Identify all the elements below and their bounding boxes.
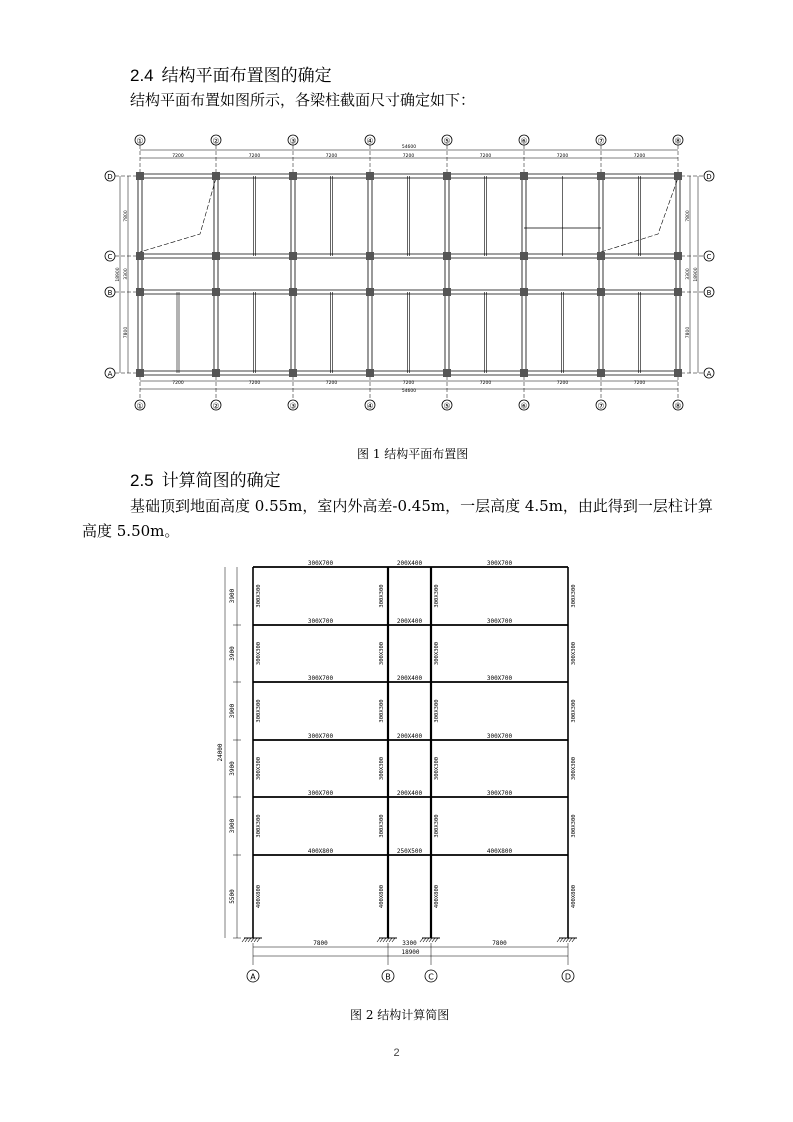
- column-section: [520, 252, 528, 260]
- support-hatch: [242, 938, 245, 942]
- row-label-left: A: [107, 370, 113, 378]
- support-hatch: [392, 938, 395, 942]
- column-section: [212, 252, 220, 260]
- column-size-label: 300X300: [434, 699, 440, 723]
- dimension-total-top: 54600: [401, 145, 417, 150]
- dimension-right: 7800: [686, 210, 691, 222]
- support-hatch: [257, 938, 260, 942]
- column-section: [289, 369, 297, 377]
- dimension-bay-top: 7200: [402, 154, 415, 159]
- column-section: [443, 288, 451, 296]
- column-size-label: 300X300: [434, 814, 440, 838]
- support-hatch: [429, 938, 432, 942]
- axis-label-bottom: ⑧: [674, 401, 682, 411]
- column-section: [366, 172, 374, 180]
- frame-axis-label: A: [250, 972, 256, 982]
- total-height-label: 24000: [217, 743, 224, 762]
- dimension-left: 7800: [124, 326, 129, 339]
- column-section: [212, 288, 220, 296]
- column-section: [212, 172, 220, 180]
- column-size-label: 300X300: [434, 584, 440, 608]
- support-hatch: [566, 938, 569, 942]
- support-hatch: [251, 938, 254, 942]
- caption-text: 结构平面布置图: [384, 447, 469, 461]
- column-size-label: 300X300: [379, 814, 385, 838]
- axis-label-top: ②: [212, 136, 220, 146]
- column-size-label: 300X300: [256, 641, 262, 666]
- stair-line-right: [601, 178, 678, 252]
- dimension-bay-bottom: 7200: [402, 381, 415, 386]
- support-hatch: [557, 938, 560, 942]
- axis-label-top: ④: [366, 136, 374, 146]
- dimension-right-total: 18900: [694, 267, 699, 282]
- support-hatch: [420, 938, 423, 942]
- column-section: [366, 252, 374, 260]
- column-section: [366, 288, 374, 296]
- column-size-label: 300X300: [571, 641, 577, 666]
- dimension-bay-bottom: 7200: [325, 381, 338, 386]
- support-hatch: [245, 938, 248, 942]
- row-label-right: A: [706, 370, 712, 378]
- beam-size-label: 300X700: [307, 618, 334, 625]
- axis-label-top: ①: [136, 136, 144, 146]
- beam-size-label: 300X700: [307, 560, 334, 567]
- story-height-label: 3900: [229, 588, 236, 604]
- section-2-5-heading: [130, 466, 281, 491]
- section-2-4-body: 结构平面布置如图所示，各梁柱截面尺寸确定如下：: [130, 91, 476, 109]
- support-hatch: [248, 938, 251, 942]
- beam-size-label: 300X700: [307, 790, 334, 797]
- section-2-4-heading: [130, 61, 332, 86]
- column-size-label: 300X300: [571, 699, 577, 723]
- column-section: [136, 369, 144, 377]
- column-section: [597, 252, 605, 260]
- column-section: [136, 252, 144, 260]
- beam-size-label: 200X400: [396, 618, 423, 625]
- stair-line-left: [140, 178, 216, 252]
- dimension-right: 3300: [686, 268, 691, 280]
- beam-size-label: 200X400: [396, 560, 423, 567]
- story-height-label: 3900: [229, 818, 236, 834]
- frame-axis-label: C: [428, 972, 434, 982]
- section-title: 计算简图的确定: [161, 471, 281, 491]
- support-hatch: [426, 938, 429, 942]
- beam-size-label: 300X700: [486, 733, 513, 740]
- frame-axis-label: B: [385, 972, 391, 982]
- section-number: 2.4: [130, 66, 154, 85]
- column-size-label: 400X800: [256, 884, 262, 909]
- beam-size-label: 400X800: [307, 848, 334, 855]
- section-2-5-body-line2: 高度 5.50m。: [82, 522, 180, 540]
- column-section: [520, 288, 528, 296]
- beam-size-label: 400X800: [486, 848, 513, 855]
- beam-size-label: 300X700: [307, 675, 334, 682]
- axis-label-top: ⑤: [443, 136, 451, 146]
- column-section: [674, 252, 682, 260]
- dimension-left: 3300: [124, 268, 129, 280]
- dimension-bay-bottom: 7200: [556, 381, 569, 386]
- dimension-bay-bottom: 7200: [479, 381, 492, 386]
- support-hatch: [572, 938, 575, 942]
- support-hatch: [423, 938, 426, 942]
- bay-width-label: 7800: [492, 940, 507, 947]
- column-section: [136, 172, 144, 180]
- beam-size-label: 200X400: [396, 733, 423, 740]
- support-hatch: [432, 938, 435, 942]
- support-hatch: [560, 938, 563, 942]
- beam-size-label: 300X700: [486, 675, 513, 682]
- dimension-left: 7800: [124, 210, 129, 222]
- support-hatch: [380, 938, 383, 942]
- axis-label-bottom: ⑤: [443, 401, 451, 411]
- caption-text: 结构计算简图: [377, 1008, 450, 1022]
- section-2-5-body-line1: 基础顶到地面高度 0.55m，室内外高差-0.45m，一层高度 4.5m，由此得到一层柱计算: [130, 497, 713, 515]
- axis-label-top: ③: [289, 136, 297, 146]
- column-size-label: 300X300: [571, 814, 577, 838]
- beam-size-label: 200X400: [396, 790, 423, 797]
- caption-number: 图 2: [350, 1008, 374, 1022]
- beam-size-label: 250X500: [396, 848, 423, 855]
- row-label-right: B: [706, 289, 712, 297]
- axis-label-top: ⑧: [674, 136, 682, 146]
- frame-axis-label: D: [564, 972, 572, 982]
- beam-size-label: 300X700: [486, 560, 513, 567]
- column-size-label: 300X300: [379, 756, 385, 781]
- dimension-bay-top: 7200: [172, 154, 184, 159]
- dimension-bay-top: 7200: [248, 154, 261, 159]
- story-height-label: 3900: [229, 703, 236, 719]
- axis-label-bottom: ②: [212, 401, 220, 411]
- story-height-label: 3900: [229, 761, 236, 776]
- column-size-label: 400X800: [434, 884, 440, 909]
- column-size-label: 300X300: [571, 584, 577, 608]
- column-section: [443, 172, 451, 180]
- column-size-label: 300X300: [256, 699, 262, 723]
- support-hatch: [254, 938, 257, 942]
- column-size-label: 300X300: [434, 756, 440, 781]
- column-section: [136, 288, 144, 296]
- bay-width-label: 7800: [313, 940, 328, 947]
- axis-label-top: ⑥: [520, 136, 528, 146]
- row-label-left: D: [107, 173, 113, 181]
- section-title: 结构平面布置图的确定: [161, 66, 332, 86]
- column-size-label: 300X300: [379, 699, 385, 723]
- support-hatch: [435, 938, 438, 942]
- beam-size-label: 300X700: [486, 790, 513, 797]
- bay-width-label: 3300: [402, 940, 417, 947]
- column-section: [289, 252, 297, 260]
- beam-size-label: 200X400: [396, 675, 423, 682]
- column-size-label: 400X800: [379, 884, 385, 909]
- support-hatch: [569, 938, 572, 942]
- column-section: [443, 252, 451, 260]
- beam-size-label: 300X700: [307, 733, 334, 740]
- dimension-bay-top: 7200: [325, 154, 338, 159]
- section-number: 2.5: [130, 471, 154, 490]
- beam-size-label: 300X700: [486, 618, 513, 625]
- support-hatch: [386, 938, 389, 942]
- story-height-label: 3900: [229, 646, 236, 661]
- column-section: [597, 369, 605, 377]
- column-size-label: 300X300: [379, 584, 385, 608]
- column-section: [674, 288, 682, 296]
- row-label-left: C: [107, 253, 113, 261]
- column-size-label: 300X300: [379, 641, 385, 666]
- column-section: [597, 288, 605, 296]
- column-size-label: 300X300: [256, 584, 262, 608]
- column-section: [366, 369, 374, 377]
- column-section: [289, 288, 297, 296]
- dimension-bay-bottom: 7200: [172, 381, 184, 386]
- support-hatch: [377, 938, 380, 942]
- axis-label-bottom: ④: [366, 401, 374, 411]
- support-hatch: [383, 938, 386, 942]
- axis-label-bottom: ⑥: [520, 401, 528, 411]
- page-number: 2: [393, 1047, 400, 1059]
- column-section: [443, 369, 451, 377]
- dimension-bay-top: 7200: [633, 154, 646, 159]
- axis-label-bottom: ③: [289, 401, 297, 411]
- column-section: [212, 369, 220, 377]
- caption-number: 图 1: [357, 447, 381, 461]
- dimension-right: 7800: [686, 326, 691, 339]
- calculation-frame-diagram: [0, 555, 793, 995]
- column-section: [674, 172, 682, 180]
- support-hatch: [563, 938, 566, 942]
- column-size-label: 300X300: [256, 756, 262, 781]
- column-section: [597, 172, 605, 180]
- structural-plan-drawing: [0, 130, 793, 430]
- column-size-label: 300X300: [434, 641, 440, 666]
- row-label-left: B: [107, 289, 113, 297]
- column-section: [520, 369, 528, 377]
- support-hatch: [389, 938, 392, 942]
- row-label-right: C: [706, 253, 712, 261]
- dimension-left-total: 18900: [116, 267, 121, 282]
- story-height-label: 5500: [229, 889, 236, 904]
- column-section: [520, 172, 528, 180]
- column-size-label: 300X300: [256, 814, 262, 838]
- figure-1-caption: [357, 445, 468, 462]
- figure-2-caption: [350, 1006, 449, 1023]
- column-section: [289, 172, 297, 180]
- dimension-bay-top: 7200: [479, 154, 492, 159]
- total-width-label: 18900: [401, 949, 420, 956]
- column-section: [674, 369, 682, 377]
- axis-label-top: ⑦: [597, 136, 605, 146]
- dimension-bay-bottom: 7200: [248, 381, 261, 386]
- axis-label-bottom: ①: [136, 401, 144, 411]
- dimension-bay-bottom: 7200: [633, 381, 646, 386]
- dimension-total-bottom: 54600: [401, 389, 417, 394]
- row-label-right: D: [706, 173, 712, 181]
- column-size-label: 300X300: [571, 756, 577, 781]
- column-size-label: 400X800: [571, 884, 577, 909]
- axis-label-bottom: ⑦: [597, 401, 605, 411]
- dimension-bay-top: 7200: [556, 154, 569, 159]
